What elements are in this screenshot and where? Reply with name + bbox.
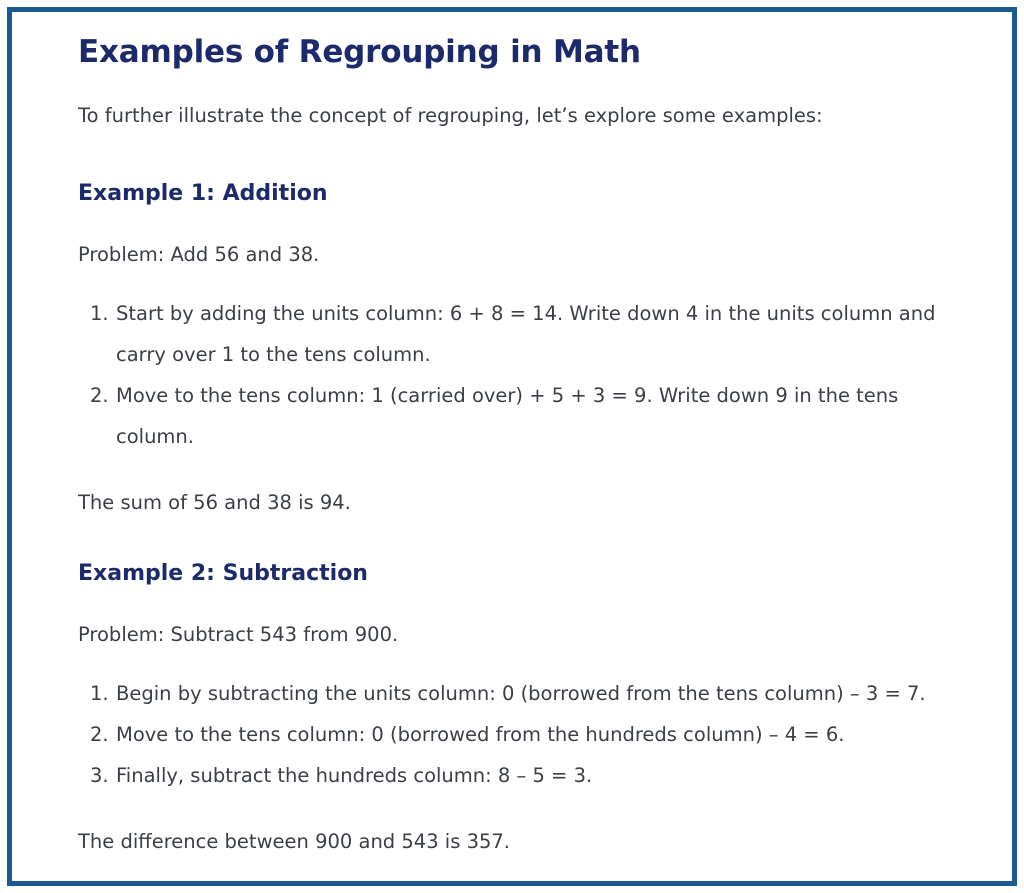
intro-paragraph: To further illustrate the concept of regrouping, let’s explore some examples:	[78, 104, 823, 127]
example-1-heading: Example 1: Addition	[78, 181, 328, 206]
list-item	[78, 375, 946, 457]
content-frame	[7, 7, 1017, 886]
example-1-problem: Problem: Add 56 and 38.	[78, 243, 320, 266]
example-2-result: The difference between 900 and 543 is 357.	[78, 830, 510, 853]
example-1-result: The sum of 56 and 38 is 94.	[78, 491, 351, 514]
page-title: Examples of Regrouping in Math	[78, 34, 641, 70]
list-item	[78, 714, 998, 755]
list-item-text: Move to the tens column: 0 (borrowed from the hundreds column) – 4 = 6.	[116, 723, 845, 746]
list-item-text: Finally, subtract the hundreds column: 8 – 5 = 3.	[116, 764, 593, 787]
list-item-text: Start by adding the units column: 6 + 8 = 14. Write down 4 in the units column and carry over 1 to the tens column.	[116, 302, 936, 366]
list-item-number: 1.	[90, 302, 109, 325]
example-2-steps	[78, 673, 998, 796]
list-item-number: 1.	[90, 682, 109, 705]
example-1-steps	[78, 293, 998, 457]
list-item	[78, 673, 998, 714]
list-item-text: Begin by subtracting the units column: 0 (borrowed from the tens column) – 3 = 7.	[116, 682, 926, 705]
list-item-number: 2.	[90, 723, 109, 746]
example-2-problem: Problem: Subtract 543 from 900.	[78, 623, 399, 646]
list-item	[78, 755, 998, 796]
list-item-text: Move to the tens column: 1 (carried over) + 5 + 3 = 9. Write down 9 in the tens column.	[116, 384, 899, 448]
example-2-heading: Example 2: Subtraction	[78, 561, 368, 586]
list-item	[78, 293, 991, 375]
list-item-number: 3.	[90, 764, 109, 787]
list-item-number: 2.	[90, 384, 109, 407]
